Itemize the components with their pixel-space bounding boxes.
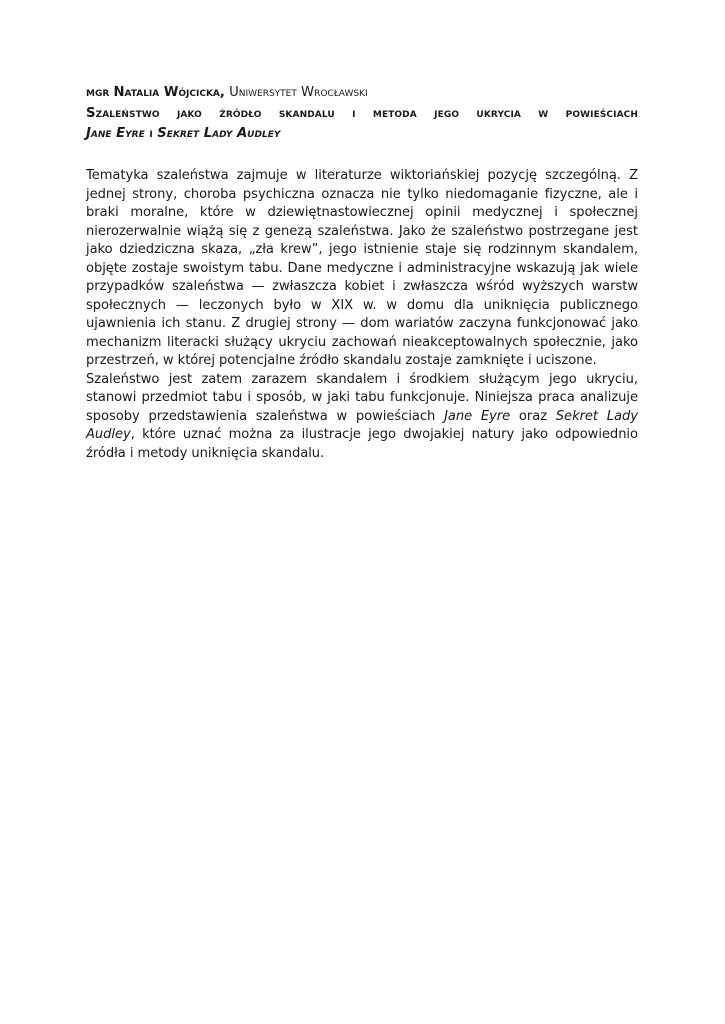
title-connector: i [149,126,153,141]
abstract-p2-text-3: , które uznać można za ilustracje jego dwojakiej natury jako odpowiednio źródła i metody uniknięcia skandalu. [86,427,638,461]
author-affiliation: Uniwersytet Wrocławski [229,85,368,100]
abstract-p2-text-1: Szaleństwo jest zatem zarazem skandalem i środkiem służącym jego ukryciu, stanowi przedmiot tabu i sposób, w jaki tabu funkcjonuje. Niniejsza praca analizuje sposoby przedstawienia szaleństwa w powieściach [86,371,638,424]
abstract [86,167,638,463]
abstract-paragraph-2 [86,371,638,464]
title-line-2 [86,124,638,144]
author-line [86,84,638,102]
document-page [86,84,638,463]
abstract-p2-work-2: Sekret Lady Audley [86,408,638,442]
abstract-p2-work-1: Jane Eyre [444,408,511,424]
title-work-2: Sekret Lady Audley [157,126,281,141]
abstract-paragraph-1: Tematyka szaleństwa zajmuje w literaturze wiktoriańskiej pozycję szczególną. Z jednej strony, choroba psychiczna oznacza nie tylko niedomaganie fizyczne, ale i braki moralne, które w dziewiętnastowiecznej opinii medycznej i społecznej nierozerwalnie wiążą się z genezą szaleństwa. Jako że szaleństwo postrzegane jest jako dziedziczna skaza, „zła krew”, jego istnienie staje się rodzinnym skandalem, objęte zostaje swoistym tabu. Dane medyczne i administracyjne wskazują jak wiele przypadków szaleństwa — zwłaszcza kobiet i zwłaszcza wśród wyższych warstw społecznych — leczonych było w XIX w. w domu dla uniknięcia publicznego ujawnienia ich stanu. Z drugiej strony — dom wariatów zaczyna funkcjonować jako mechanizm literacki służący ukryciu zachowań nieakceptowalnych społecznie, jako przestrzeń, w której potencjalne źródło skandalu zostaje zamknięte i uciszone. [86,168,638,368]
title-line-1: Szaleństwo jako źródło skandalu i metoda jego ukrycia w powieściach [86,106,638,121]
author-name: Natalia Wójcicka, [113,85,225,100]
abstract-p2-text-2: oraz [518,408,548,424]
author-prefix: mgr [86,85,110,100]
title-work-1: Jane Eyre [86,126,145,141]
paper-title [86,104,638,144]
